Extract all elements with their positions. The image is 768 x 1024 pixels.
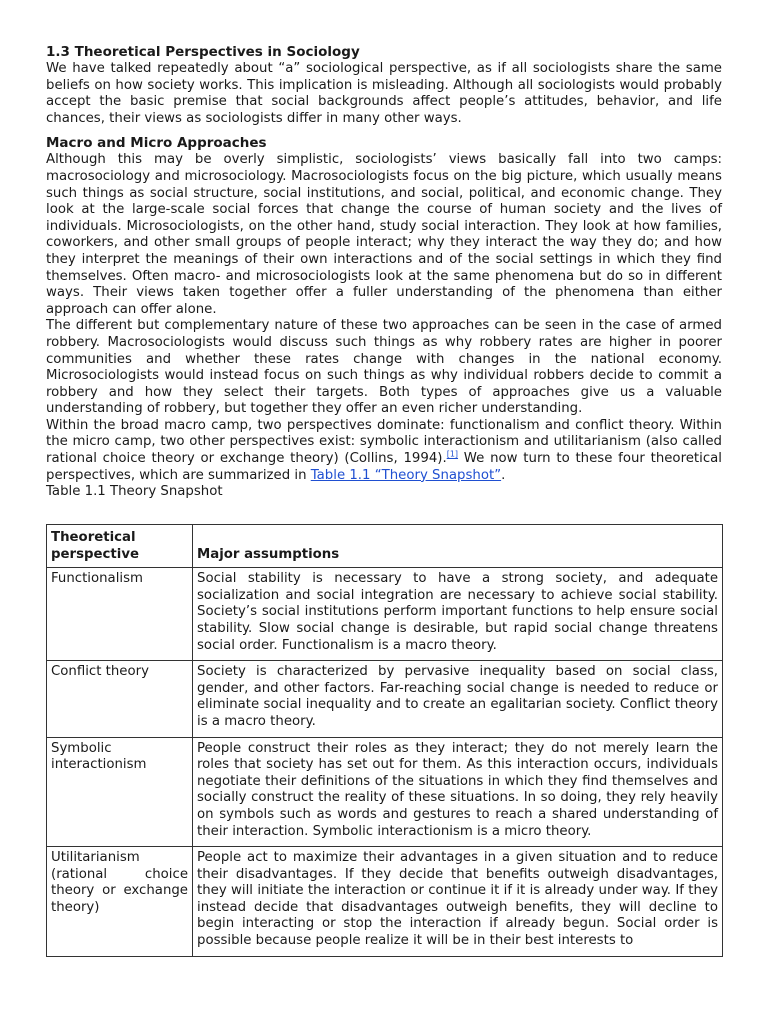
table-row (47, 737, 723, 847)
header-perspective: Theoretical perspective (47, 525, 193, 568)
perspective-cell: Functionalism (47, 568, 193, 661)
perspective-cell: Utilitarianism (rational choice theory or exchange theory) (47, 847, 193, 957)
table-row (47, 568, 723, 661)
theory-snapshot-table (46, 524, 723, 957)
table-header-row (47, 525, 723, 568)
assumptions-cell: Social stability is necessary to have a strong society, and adequate socialization and social integration are necessary to achieve social stability. Society’s social institutions perform important functions to help ensure social stability. Slow social change is desirable, but rapid social change threatens social order. Functionalism is a macro theory. (193, 568, 723, 661)
intro-paragraph: We have talked repeatedly about “a” sociological perspective, as if all sociologists share the same beliefs on how society works. This implication is misleading. Although all sociologists would probably accept the basic premise that social backgrounds affect people’s attitudes, behavior, and life chances, their views as sociologists differ in many other ways. (46, 61, 722, 126)
paragraph-text-start: Within the broad macro camp, two perspectives dominate: functionalism and conflict theory. Within the micro camp, two other perspectives exist: symbolic interactionism and utilitarianism (also called rational choice theory or exchange theory) (Collins, 1994). (46, 417, 722, 467)
table-caption: Table 1.1 Theory Snapshot (46, 484, 223, 500)
subsection-title: Macro and Micro Approaches (46, 135, 267, 152)
table-row (47, 661, 723, 737)
table-row (47, 847, 723, 957)
paragraph-macro-micro: Although this may be overly simplistic, sociologists’ views basically fall into two camps: macrosociology and microsociology. Macrosociologists focus on the big picture, which usually means such things as social structure, social institutions, and social, political, and economic change. They look at the large-scale social forces that change the course of human society and the lives of individuals. Microsociologists, on the other hand, study social interaction. They look at how families, coworkers, and other small groups of people interact; why they interact the way they do; and how they interpret the meanings of their own interactions and of the social settings in which they find themselves. Often macro- and microsociologists look at the same phenomena but do so in different ways. Their views taken together offer a fuller understanding of the phenomena than either approach can offer alone. (46, 152, 722, 317)
footnote-link[interactable]: [1] (446, 449, 459, 459)
perspective-cell: Conflict theory (47, 661, 193, 737)
assumptions-cell: People construct their roles as they interact; they do not merely learn the roles that society has set out for them. As this interaction occurs, individuals negotiate their definitions of the situations in which they find themselves and socially construct the reality of these situations. In so doing, they rely heavily on symbols such as words and gestures to reach a shared understanding of their interaction. Symbolic interactionism is a micro theory. (193, 737, 723, 847)
paragraph-text-end: . (501, 467, 506, 483)
assumptions-cell: Society is characterized by pervasive inequality based on social class, gender, and other factors. Far-reaching social change is needed to reduce or eliminate social inequality and to create an egalitarian society. Conflict theory is a macro theory. (193, 661, 723, 737)
header-assumptions: Major assumptions (193, 525, 723, 568)
assumptions-cell: People act to maximize their advantages in a given situation and to reduce their disadvantages. If they decide that benefits outweigh disadvantages, they will initiate the interaction or continue it if it is already under way. If they instead decide that disadvantages outweigh benefits, they will decline to begin interacting or stop the interaction if already begun. Social order is possible because people realize it will be in their best interests to (193, 847, 723, 957)
paragraph-armed-robbery: The different but complementary nature of these two approaches can be seen in the case of armed robbery. Macrosociologists would discuss such things as why robbery rates are higher in poorer communities and whether these rates change with changes in the national economy. Microsociologists would instead focus on such things as why individual robbers decide to commit a robbery and how they select their targets. Both types of approaches give us a valuable understanding of robbery, but together they offer an even richer understanding. (46, 318, 722, 417)
perspective-cell: Symbolic interactionism (47, 737, 193, 847)
paragraph-four-perspectives (46, 418, 722, 484)
paragraph-text-middle: We now turn to these four theoretical perspectives, which are summarized in (46, 451, 722, 483)
section-title: 1.3 Theoretical Perspectives in Sociology (46, 44, 360, 60)
table-reference-link[interactable]: Table 1.1 “Theory Snapshot” (310, 467, 502, 483)
document-page (46, 44, 722, 501)
